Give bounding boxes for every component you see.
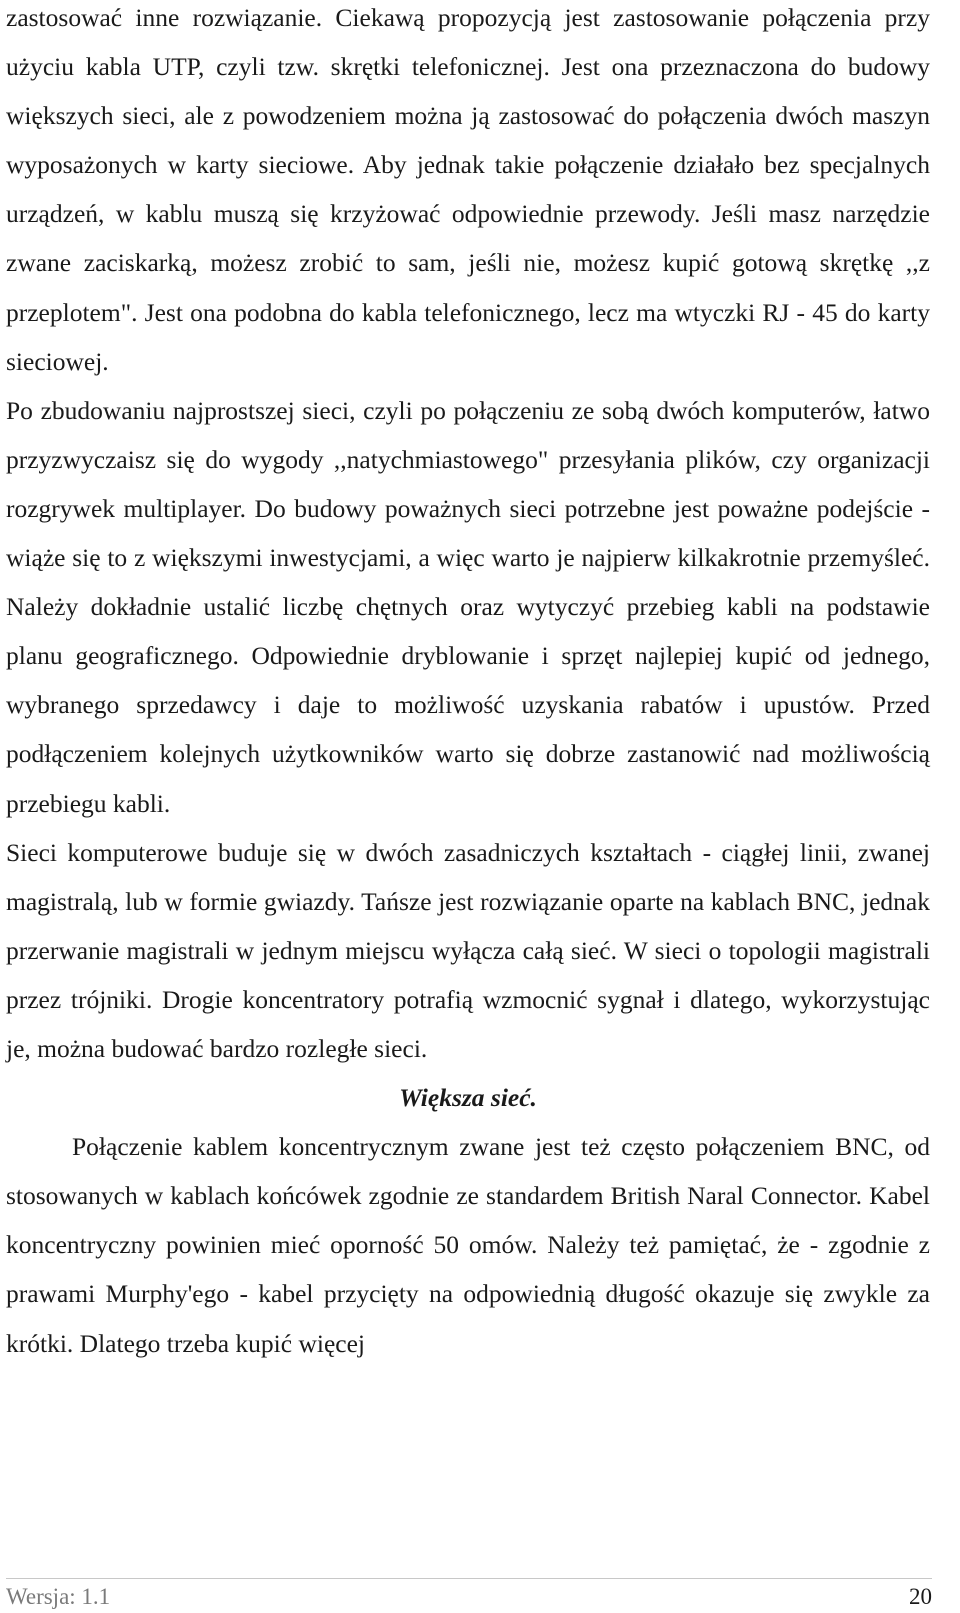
section-heading: Większa sieć. (399, 1083, 537, 1113)
paragraph-network-planning: Po zbudowaniu najprostszej sieci, czyli po połączeniu ze sobą dwóch komputerów, łatwo przyzwyczaisz się do wygody ,,natychmiastowego" przesyłania plików, czy organizacji rozgrywek multiplayer. Do budowy poważnych sieci potrzebne jest poważne podejście - wiąże się to z większymi inwestycjami, a więc warto je najpierw kilkakrotnie przemyśleć. Należy dokładnie ustalić liczbę chętnych oraz wytyczyć przebieg kabli na podstawie planu geograficznego. Odpowiednie dryblowanie i sprzęt najlepiej kupić od jednego, wybranego sprzedawcy i daje to możliwość uzyskania rabatów i upustów. Przed podłączeniem kolejnych użytkowników warto się dobrze zastanowić nad możliwością przebiegu kabli. (6, 395, 930, 818)
footer-divider (6, 1578, 932, 1579)
paragraph-coaxial-cable: Połączenie kablem koncentrycznym zwane jest też często połączeniem BNC, od stosowanych w kablach końcówek zgodnie ze standardem British Naral Connector. Kabel koncentryczny powinien mieć oporność 50 omów. Należy też pamiętać, że - zgodnie z prawami Murphy'ego - kabel przycięty na odpowiednią długość okazuje się zwykle za krótki. Dlatego trzeba kupić więcej (6, 1132, 930, 1358)
page-number: 20 (909, 1584, 932, 1609)
document-page (6, 0, 930, 1368)
footer-version: Wersja: 1.1 (6, 1584, 111, 1609)
page-footer (0, 1578, 960, 1613)
paragraph-network-topology: Sieci komputerowe buduje się w dwóch zasadniczych kształtach - ciągłej linii, zwanej magistralą, lub w formie gwiazdy. Tańsze jest rozwiązanie oparte na kablach BNC, jednak przerwanie magistrali w jednym miejscu wyłącza całą sieć. W sieci o topologii magistrali przez trójniki. Drogie koncentratory potrafią wzmocnić sygnał i dlatego, wykorzystując je, można budować bardzo rozległe sieci. (6, 837, 930, 1063)
paragraph-utp-cable: zastosować inne rozwiązanie. Ciekawą propozycją jest zastosowanie połączenia przy użyciu kabla UTP, czyli tzw. skrętki telefonicznej. Jest ona przeznaczona do budowy większych sieci, ale z powodzeniem można ją zastosować do połączenia dwóch maszyn wyposażonych w karty sieciowe. Aby jednak takie połączenie działało bez specjalnych urządzeń, w kablu muszą się krzyżować odpowiednie przewody. Jeśli masz narzędzie zwane zaciskarką, możesz zrobić to sam, jeśli nie, możesz kupić gotową skrętkę ,,z przeplotem". Jest ona podobna do kabla telefonicznego, lecz ma wtyczki RJ - 45 do karty sieciowej. (6, 3, 930, 376)
